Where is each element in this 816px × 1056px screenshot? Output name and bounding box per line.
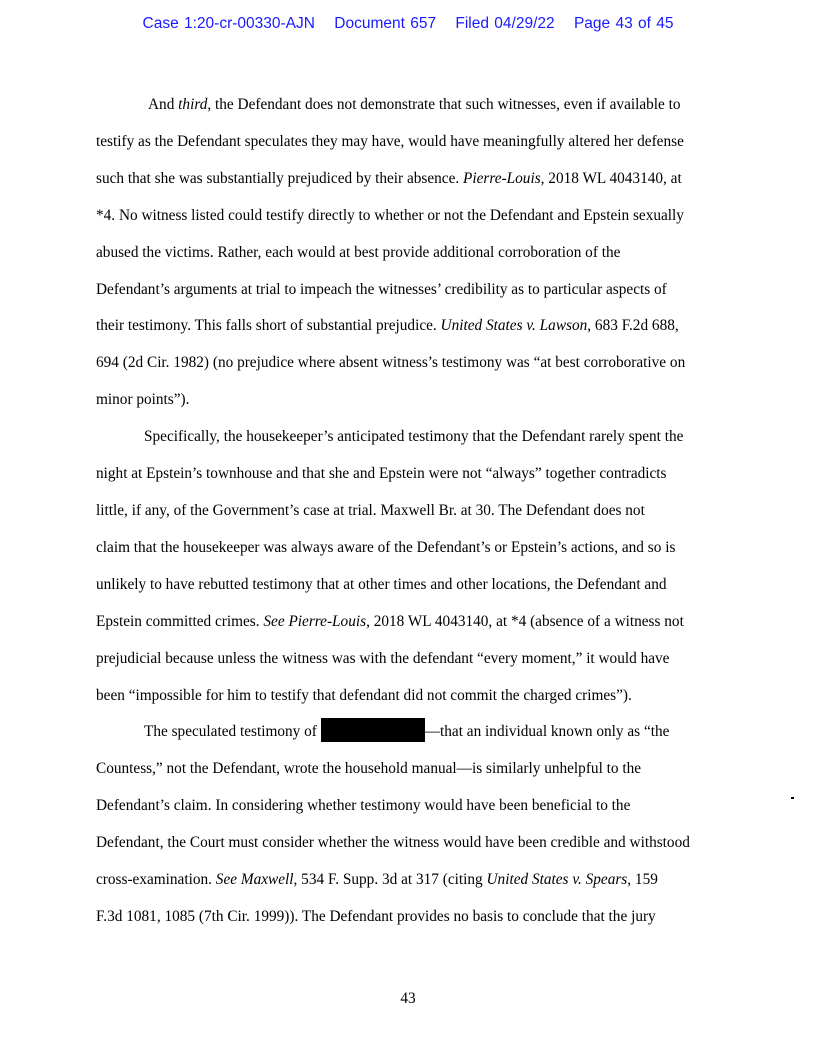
body-line: Countess,” not the Defendant, wrote the household manual—is similarly unhelpful to the: [96, 760, 642, 778]
page-number: 43: [400, 990, 416, 1007]
body-line: testify as the Defendant speculates they may have, would have meaningfully altered her defense: [96, 132, 684, 150]
body-line: F.3d 1081, 1085 (7th Cir. 1999)). The Defendant provides no basis to conclude that the jury: [96, 907, 656, 925]
body-line: such that she was substantially prejudiced by their absence. Pierre-Louis, 2018 WL 4043140, at: [96, 169, 682, 187]
body-line: abused the victims. Rather, each would at best provide additional corroboration of the: [96, 243, 621, 261]
body-line: 694 (2d Cir. 1982) (no prejudice where absent witness’s testimony was “at best corroborative on: [96, 354, 686, 372]
body-line: The speculated testimony of —that an individual known only as “the: [96, 714, 722, 751]
body-line: little, if any, of the Government’s case at trial. Maxwell Br. at 30. The Defendant does not: [96, 501, 645, 519]
body-line: night at Epstein’s townhouse and that she and Epstein were not “always” together contradicts: [96, 465, 667, 483]
page-count: Page 43 of 45: [573, 15, 674, 32]
case-number: Case 1:20-cr-00330-AJN: [142, 15, 315, 32]
body-line: Defendant’s claim. In considering whether testimony would have been beneficial to the: [96, 797, 631, 815]
body-line: cross-examination. See Maxwell, 534 F. Supp. 3d at 317 (citing United States v. Spears, 159: [96, 871, 658, 889]
filed-date: Filed 04/29/22: [455, 15, 555, 32]
body-line: Defendant, the Court must consider whether the witness would have been credible and withstood: [96, 834, 690, 852]
body-line: prejudicial because unless the witness was with the defendant “every moment,” it would have: [96, 649, 670, 667]
document-number: Document 657: [334, 15, 437, 32]
scan-mark: [791, 797, 794, 799]
body-line: minor points”).: [96, 391, 190, 409]
body-line: *4. No witness listed could testify directly to whether or not the Defendant and Epstein sexually: [96, 206, 684, 224]
redaction-block: [321, 718, 425, 742]
body-line: Epstein committed crimes. See Pierre-Louis, 2018 WL 4043140, at *4 (absence of a witness not: [96, 612, 684, 630]
body-line: unlikely to have rebutted testimony that at other times and other locations, the Defendant and: [96, 575, 667, 593]
body-line: Specifically, the housekeeper’s anticipated testimony that the Defendant rarely spent the: [144, 428, 684, 446]
body-line: And third, the Defendant does not demonstrate that such witnesses, even if available to: [148, 96, 681, 113]
body-line: claim that the housekeeper was always aware of the Defendant’s or Epstein’s actions, and so is: [96, 538, 676, 556]
document-body: [96, 87, 722, 936]
body-line: been “impossible for him to testify that defendant did not commit the charged crimes”).: [96, 686, 632, 704]
body-line: Defendant’s arguments at trial to impeach the witnesses’ credibility as to particular aspects of: [96, 280, 667, 298]
body-line: their testimony. This falls short of substantial prejudice. United States v. Lawson, 683 F.2d 688,: [96, 317, 679, 335]
case-header: [0, 15, 816, 33]
